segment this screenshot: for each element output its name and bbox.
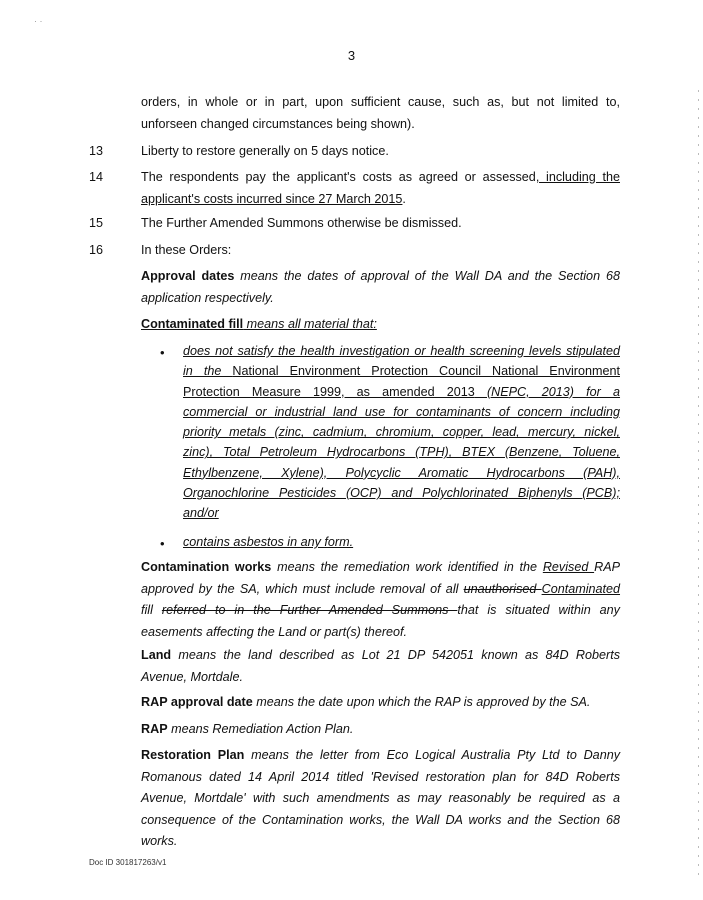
item-14-text [141,167,620,210]
text-segment: in the [183,364,233,379]
text-line: Organochlorine Pesticides (OCP) and Polychlorinated Biphenyls (PCB); [183,486,620,501]
para-12-continuation [141,92,620,135]
defined-term: RAP approval date [141,695,253,709]
definition-text: Romanous dated 14 April 2014 titled 'Revised restoration plan for 84D Roberts [141,769,620,784]
definition-text: means the dates of approval of the Wall DA and the Section 68 [234,269,620,283]
definition-text: application respectively. [141,290,274,305]
item-number: 13 [89,144,104,158]
item-15-text: The Further Amended Summons otherwise be dismissed. [141,216,462,230]
text-segment: (NEPC, 2013) for a [474,384,621,399]
deleted-text: unauthorised [463,581,542,596]
definition-rap-approval-date [141,692,620,714]
definition-text: means the letter from Eco Logical Australia Pty Ltd to Danny [244,748,620,762]
bullet-item-1 [183,341,620,524]
text-segment: The respondents pay the applicant's costs as agreed or assessed [141,170,536,184]
item-number: 14 [89,170,104,184]
definition-text: Avenue, Mortdale. [141,669,243,684]
text-line: commercial or industrial land use for contaminants of concern including [183,404,620,419]
definition-text: means all material that: [243,317,377,331]
bullet-marker: • [160,536,165,551]
bullet-marker: • [160,345,165,360]
defined-term: Contamination works [141,560,272,574]
text-line: Ethylbenzene, Xylene), Polycyclic Aromatic Hydrocarbons (PAH), [183,465,620,480]
definition-land [141,645,620,688]
definition-text: easements affecting the Land or part(s) thereof. [141,624,408,639]
definition-contaminated-fill [141,314,620,336]
inserted-text: applicant's costs incurred since 27 March 2015 [141,191,403,206]
definition-text: means the date upon which the RAP is approved by the SA. [252,695,591,709]
definition-restoration-plan [141,745,620,853]
text-segment: Protection Measure 1999, as amended 2013 [183,384,475,399]
text-line: priority metals (zinc, cadmium, chromium, copper, lead, mercury, nickel, [183,425,620,440]
text-line: orders, in whole or in part, upon sufficient cause, such as, but not limited to, [141,95,620,109]
definition-text: means the land described as Lot 21 DP 542051 known as 84D Roberts [171,648,620,662]
item-number: 15 [89,216,104,230]
definition-text: means the remediation work identified in the [271,560,543,574]
inserted-text: , including the [535,170,620,184]
definition-text: approved by the SA, which must include removal of all [141,581,464,596]
definition-contamination-works [141,557,620,643]
definition-text: consequence of the Contamination works, the Wall DA works and the Section 68 [141,812,620,827]
text-line: zinc), Total Petroleum Hydrocarbons (TPH), BTEX (Benzene, Toluene, [183,445,620,460]
page-number: 3 [347,48,356,63]
bullet-item-2: contains asbestos in any form. [183,535,354,549]
text-line: does not satisfy the health investigation or health screening levels stipulated [183,344,620,358]
definition-rap [141,719,620,741]
definition-approval-dates [141,266,620,309]
defined-term: Contaminated fill [141,317,244,331]
definition-text: Avenue, Mortdale' with such amendments as may reasonably be required as a [141,791,620,805]
inserted-text: Revised [542,560,595,574]
definition-text: that is situated within any [457,603,620,617]
definition-text: works. [141,834,178,848]
item-16-text: In these Orders: [141,243,232,257]
footer-doc-id: Doc ID 301817263/v1 [89,858,167,867]
definition-text: RAP [594,560,620,574]
defined-term: Land [141,648,172,662]
definition-text: fill [141,603,162,617]
scan-mark: · · [34,16,43,26]
text-line: and/or [183,506,219,521]
text-segment: National Environment Protection Council National Environment [232,364,620,379]
inserted-text: Contaminated [541,581,621,596]
text-segment: . [402,191,406,206]
text-line: unforseen changed circumstances being shown). [141,116,415,131]
item-number: 16 [89,243,104,257]
item-13-text: Liberty to restore generally on 5 days notice. [141,144,389,158]
defined-term: RAP [141,722,168,736]
scan-edge-artifact [698,90,699,880]
defined-term: Approval dates [141,269,235,283]
defined-term: Restoration Plan [141,748,245,762]
deleted-text: referred to in the Further Amended Summons [161,603,458,617]
definition-text: means Remediation Action Plan. [167,722,354,736]
